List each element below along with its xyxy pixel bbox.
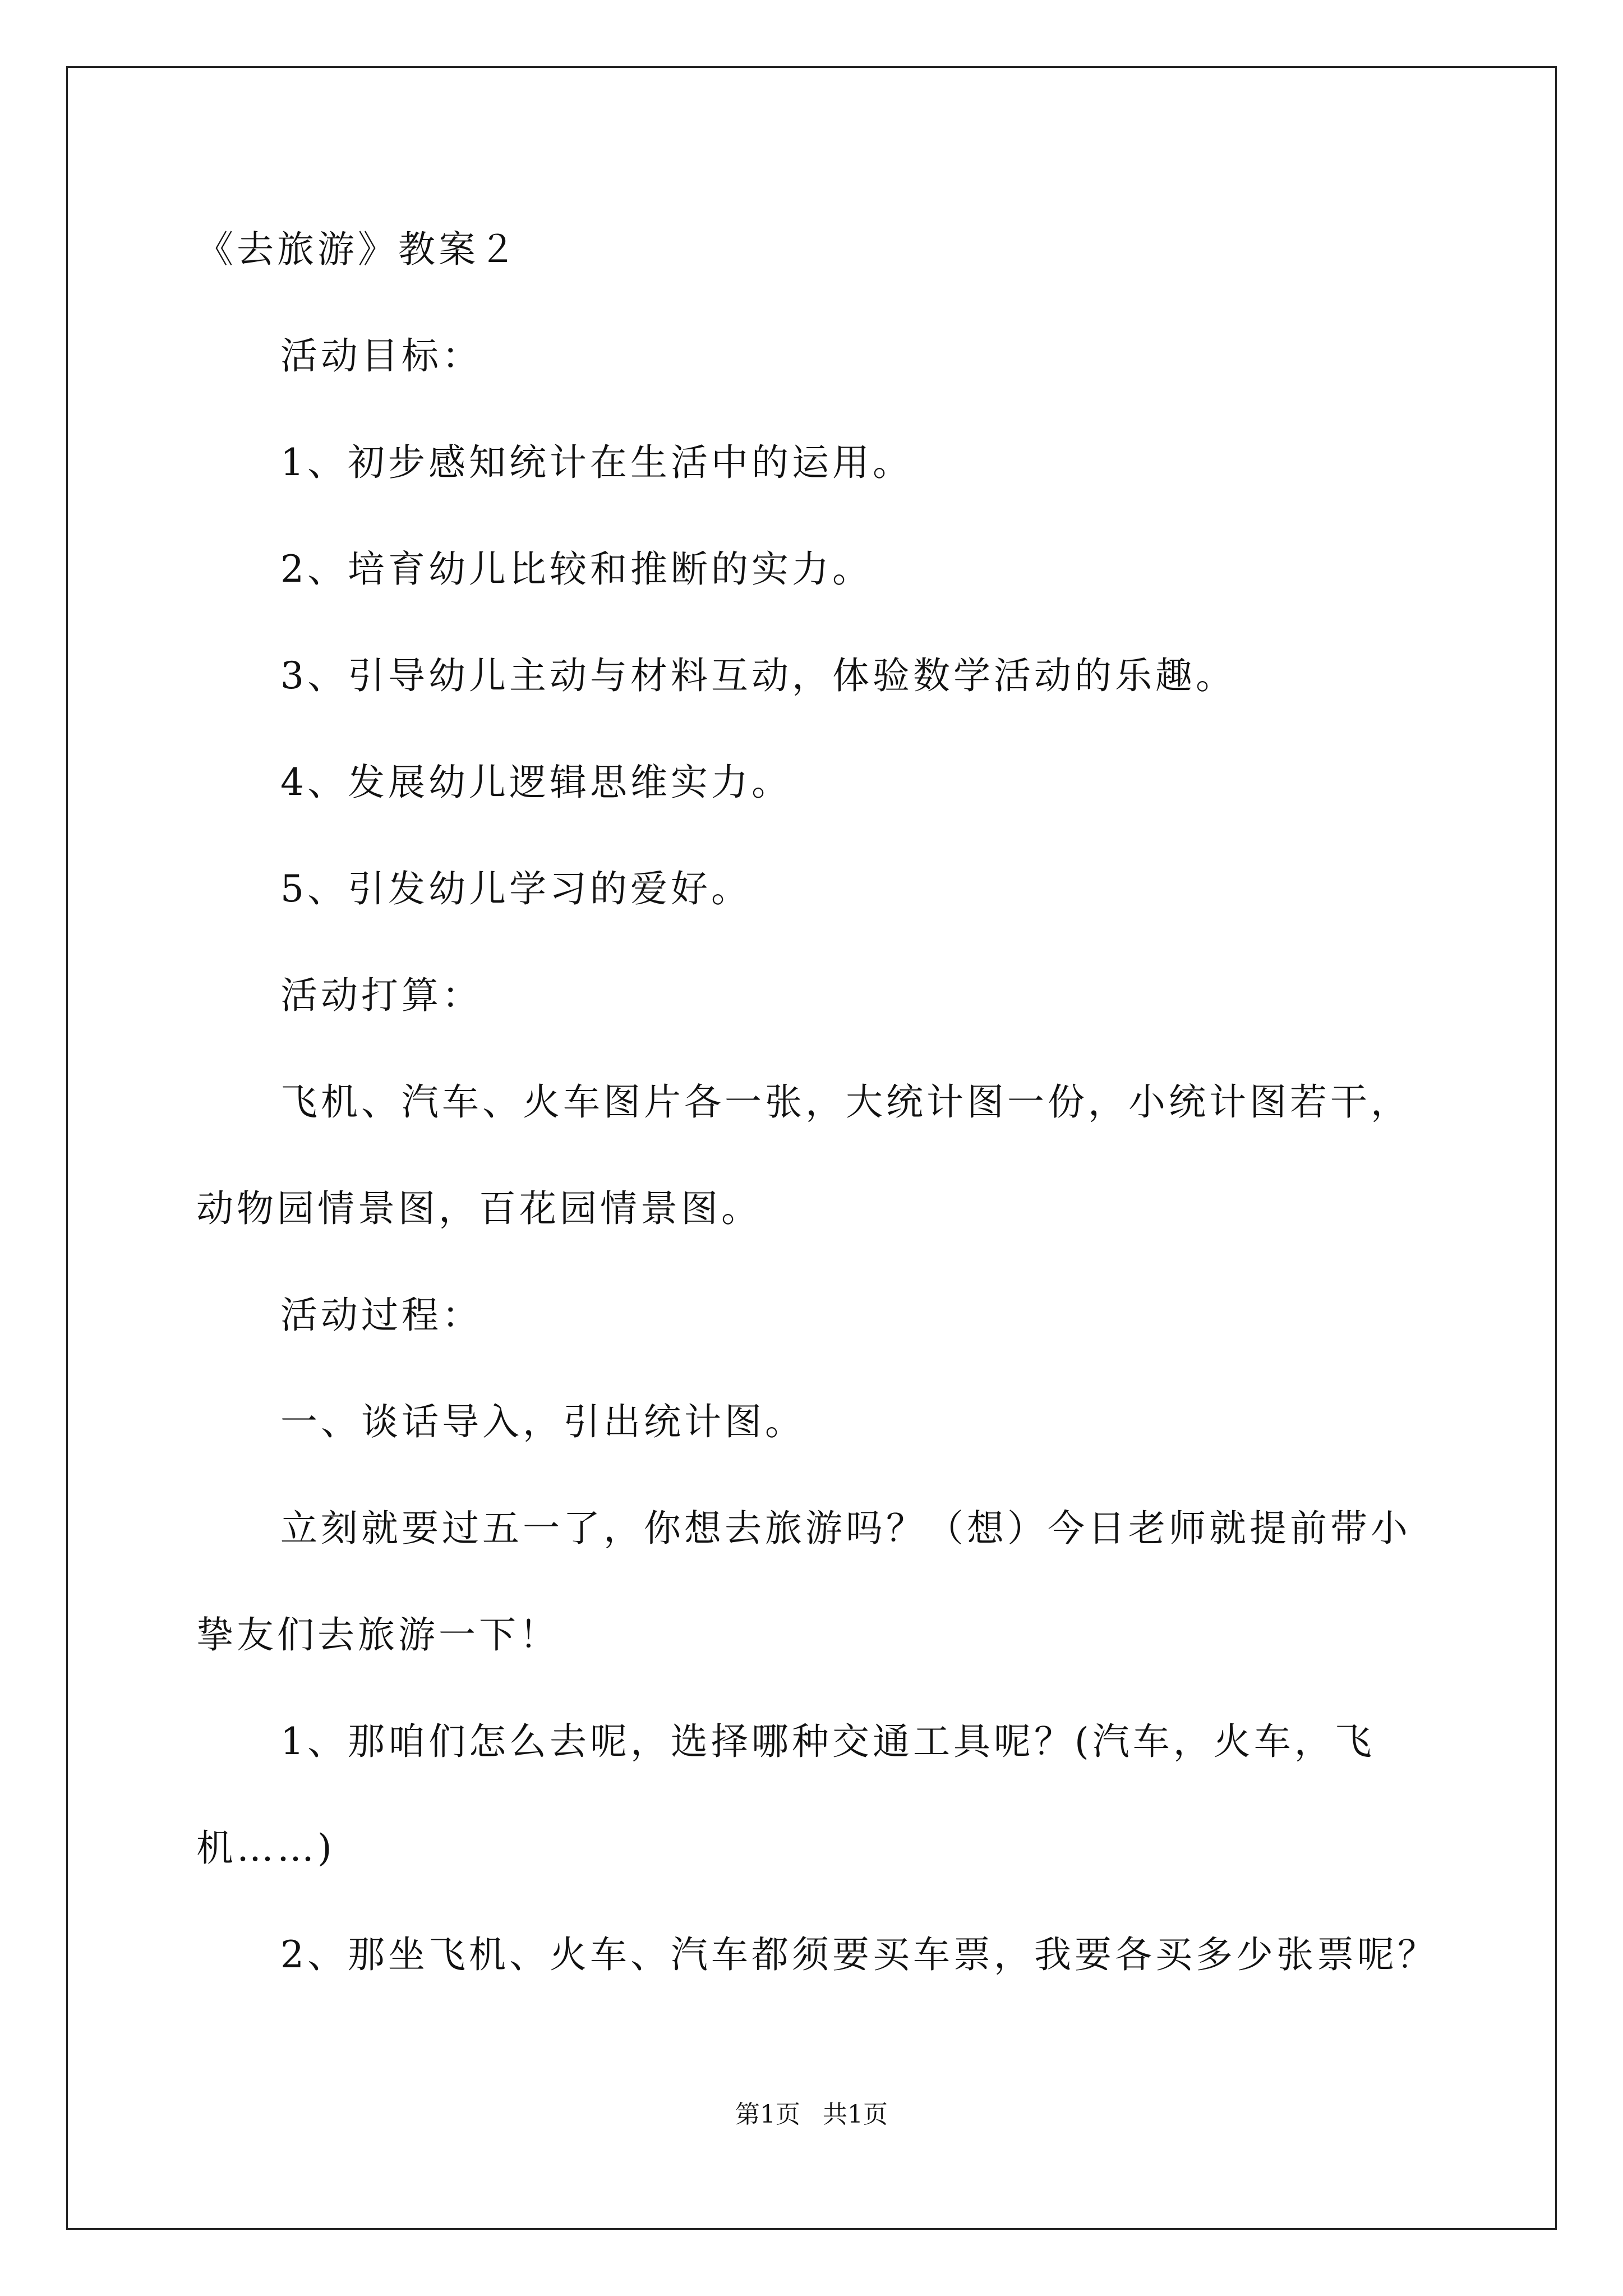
goal-item-5: 5、引发幼儿学习的爱好。: [280, 867, 751, 910]
process-question-2: 2、那坐飞机、火车、汽车都须要买车票，我要各买多少张票呢？: [280, 1933, 1438, 1976]
page-footer: [0, 2098, 1623, 2132]
process-question-1-line-2: 机……): [196, 1826, 335, 1870]
section-heading-preparation: 活动打算：: [280, 974, 482, 1017]
goal-item-4: 4、发展幼儿逻辑思维实力。: [280, 761, 792, 804]
process-text-line-1: 立刻就要过五一了，你想去旅游吗？（想）今日老师就提前带小: [280, 1507, 1411, 1550]
page-border: [66, 66, 1557, 2230]
goal-item-2: 2、培育幼儿比较和推断的实力。: [280, 547, 873, 591]
document-title: 《去旅游》教案２: [196, 228, 519, 271]
preparation-text-line-1: 飞机、汽车、火车图片各一张，大统计图一份，小统计图若干，: [280, 1080, 1411, 1124]
page-number-current: 第1页: [735, 2100, 800, 2129]
preparation-text-line-2: 动物园情景图，百花园情景图。: [196, 1187, 762, 1230]
page-number-total: 共1页: [823, 2100, 888, 2129]
goal-item-1: 1、初步感知统计在生活中的运用。: [280, 441, 913, 484]
process-step-heading-1: 一、谈话导入，引出统计图。: [280, 1400, 805, 1443]
goal-item-3: 3、引导幼儿主动与材料互动，体验数学活动的乐趣。: [280, 654, 1236, 697]
process-question-1-line-1: 1、那咱们怎么去呢，选择哪种交通工具呢？(汽车，火车，飞: [280, 1720, 1375, 1763]
section-heading-process: 活动过程：: [280, 1294, 482, 1337]
section-heading-goals: 活动目标：: [280, 334, 482, 378]
process-text-line-2: 挚友们去旅游一下！: [196, 1613, 560, 1657]
